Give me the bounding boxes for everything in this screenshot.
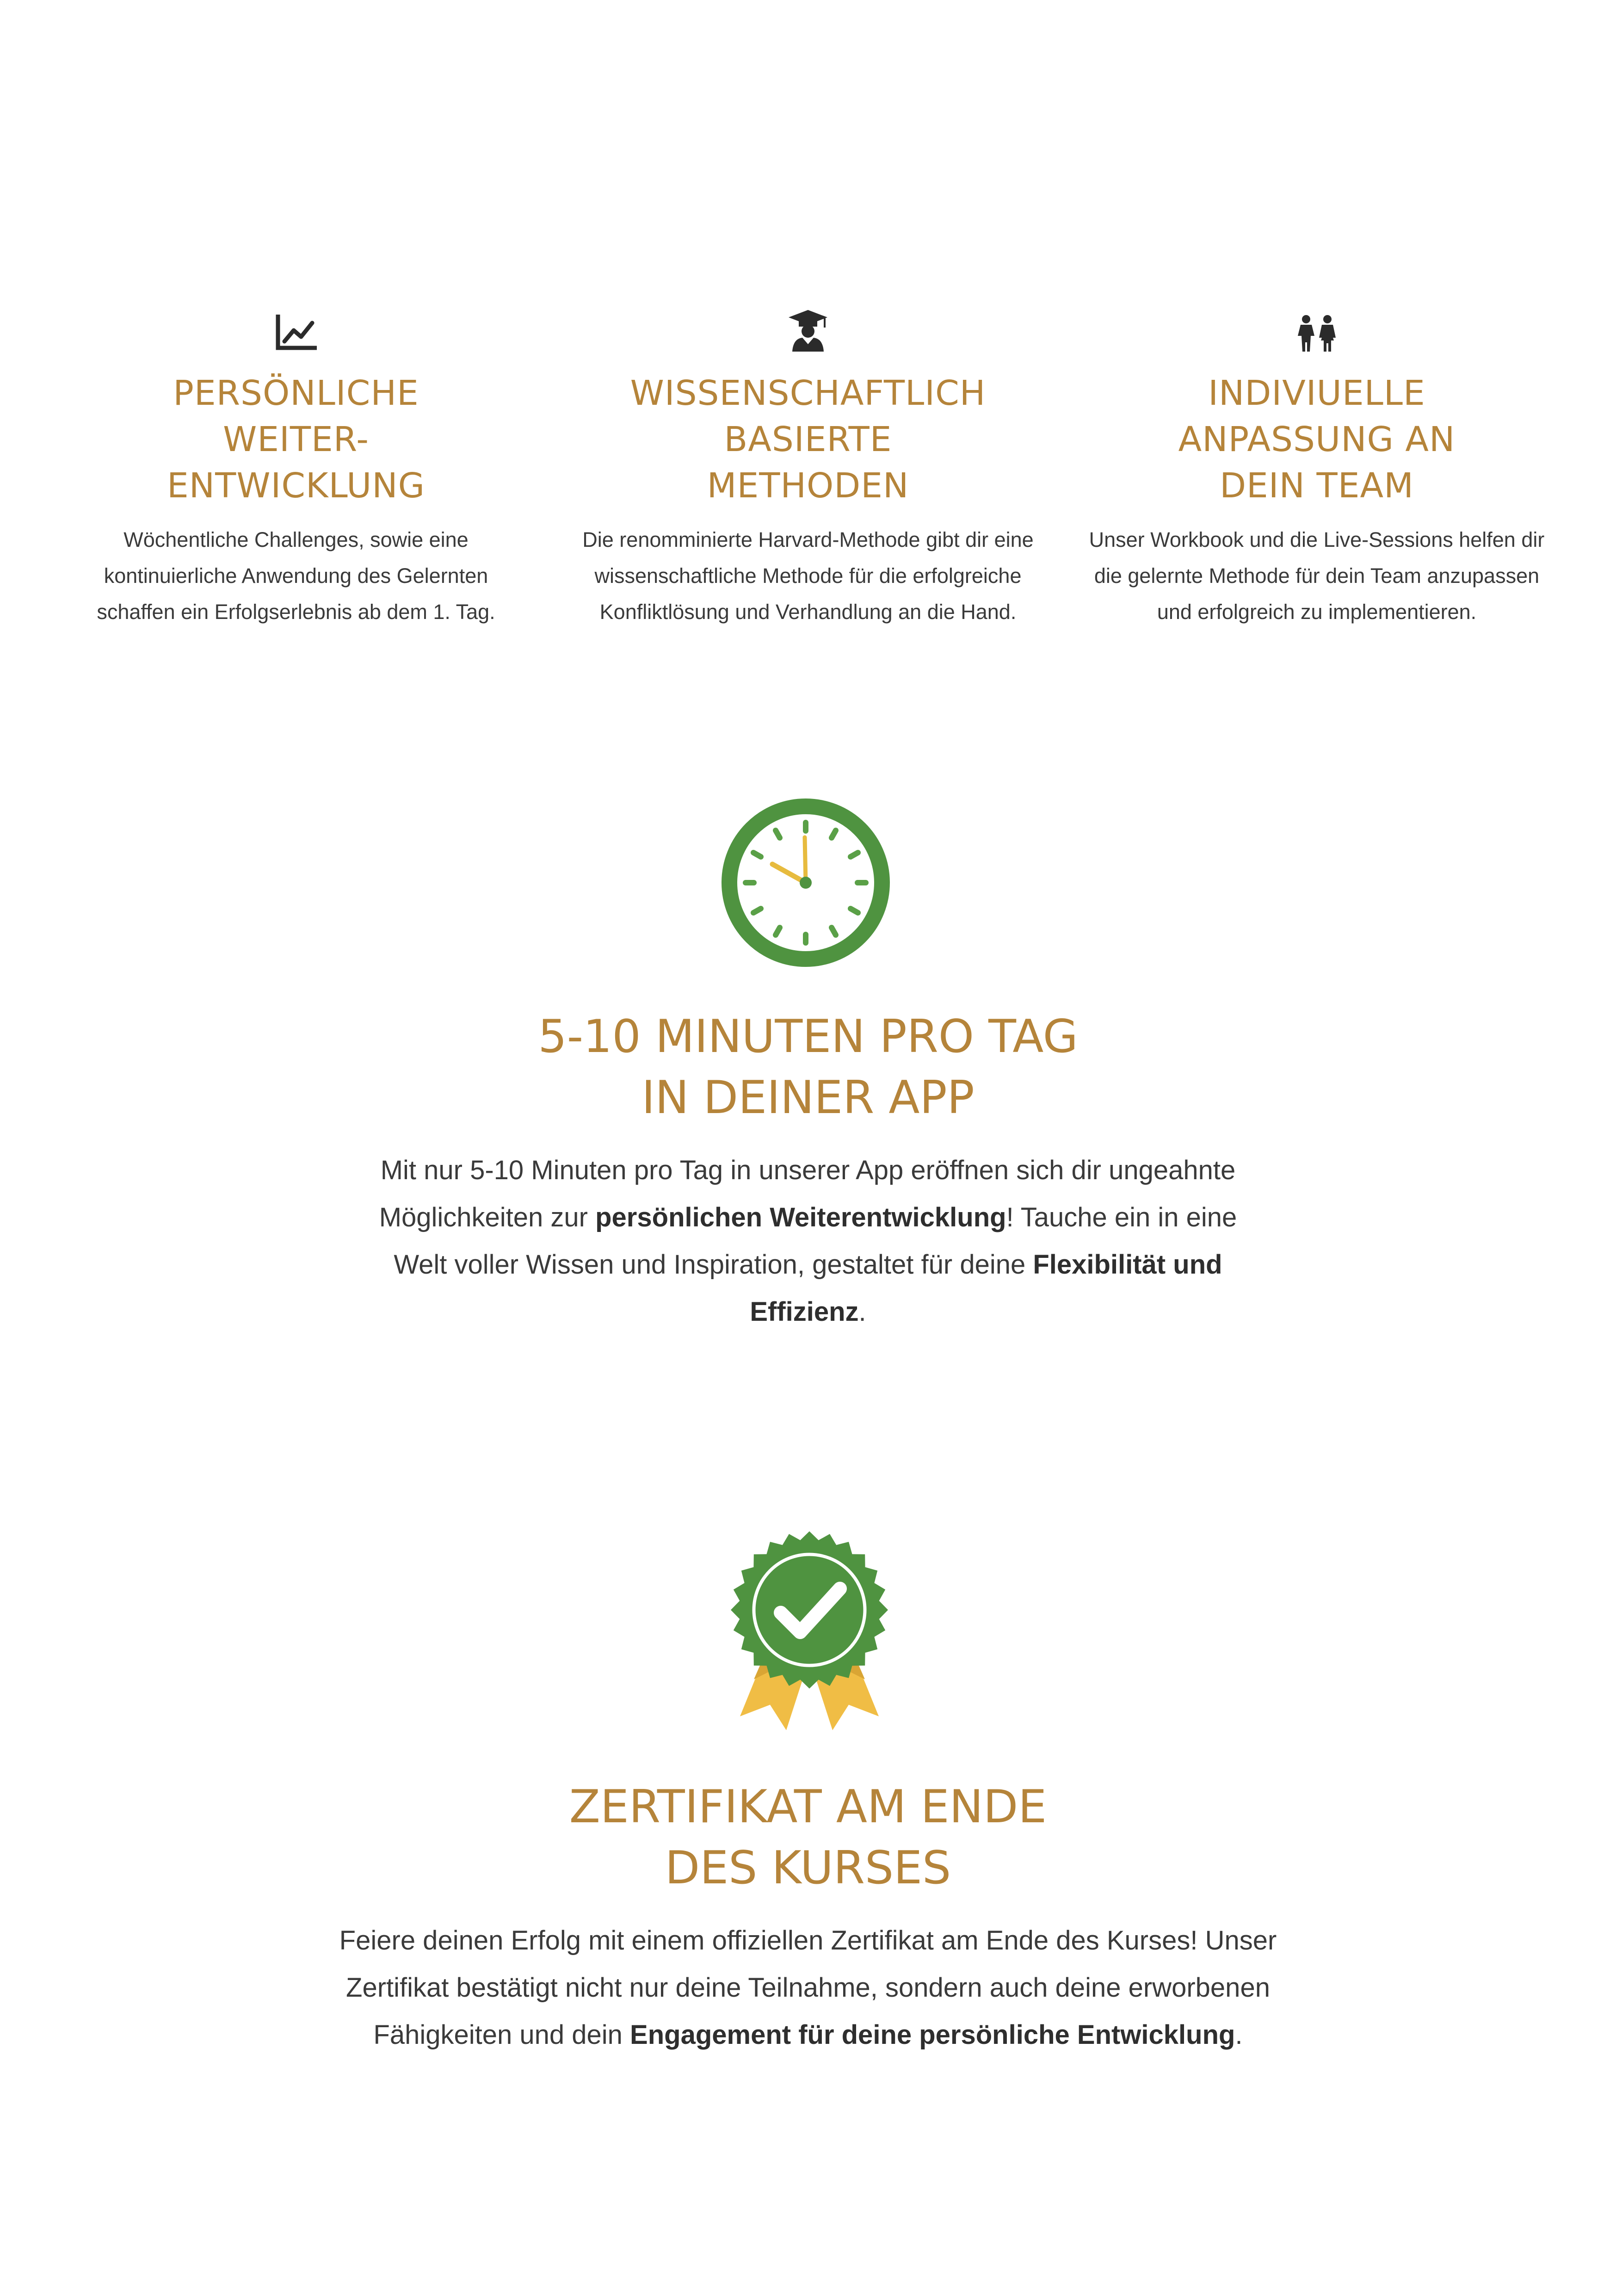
section-title: ZERTIFIKAT AM ENDE DES KURSES (569, 1781, 1047, 1894)
feature-scientific-methods (558, 296, 1058, 630)
section-title: 5-10 MINUTEN PRO TAG IN DEINER APP (538, 1010, 1078, 1124)
feature-description: Unser Workbook und die Live-Sessions helfen dir die gelernte Methode für dein Team anzupassen und erfolgreich zu implementieren. (1089, 528, 1545, 624)
certificate-section (0, 1776, 1616, 2059)
app-section (0, 1006, 1616, 1336)
feature-title: WISSENSCHAFTLICH BASIERTE METHODEN (630, 373, 986, 506)
graduate-icon (558, 296, 1058, 352)
feature-team-adaptation (1067, 296, 1567, 630)
feature-description: Wöchentliche Challenges, sowie eine kontinuierliche Anwendung des Gelernten schaffen ein Erfolgserlebnis ab dem 1. Tag. (97, 528, 495, 624)
line-chart-icon (46, 296, 546, 352)
section-description: Feiere deinen Erfolg mit einem offiziellen Zertifikat am Ende des Kurses! Unser Zertifikat bestätigt nicht nur deine Teilnahme, sondern auch deine erworbenen Fähigkeiten und dein Engagement für deine persönliche Entwicklung. (339, 1925, 1277, 2050)
certificate-badge-icon (726, 1527, 893, 1746)
team-icon (1067, 296, 1567, 352)
section-description: Mit nur 5-10 Minuten pro Tag in unserer App eröffnen sich dir ungeahnte Möglichkeiten zur persönlichen Weiterentwicklung! Tauche ein in eine Welt voller Wissen und Inspiration, gestaltet für deine Flexibilität und Effizienz. (379, 1155, 1237, 1327)
clock-icon (718, 795, 894, 973)
feature-title: INDIVIUELLE ANPASSUNG AN DEIN TEAM (1178, 373, 1456, 506)
feature-personal-development (46, 296, 546, 630)
feature-title: PERSÖNLICHE WEITER- ENTWICKLUNG (167, 373, 425, 506)
feature-description: Die renomminierte Harvard-Methode gibt dir eine wissenschaftliche Methode für die erfolgreiche Konfliktlösung und Verhandlung an die Hand. (582, 528, 1034, 624)
